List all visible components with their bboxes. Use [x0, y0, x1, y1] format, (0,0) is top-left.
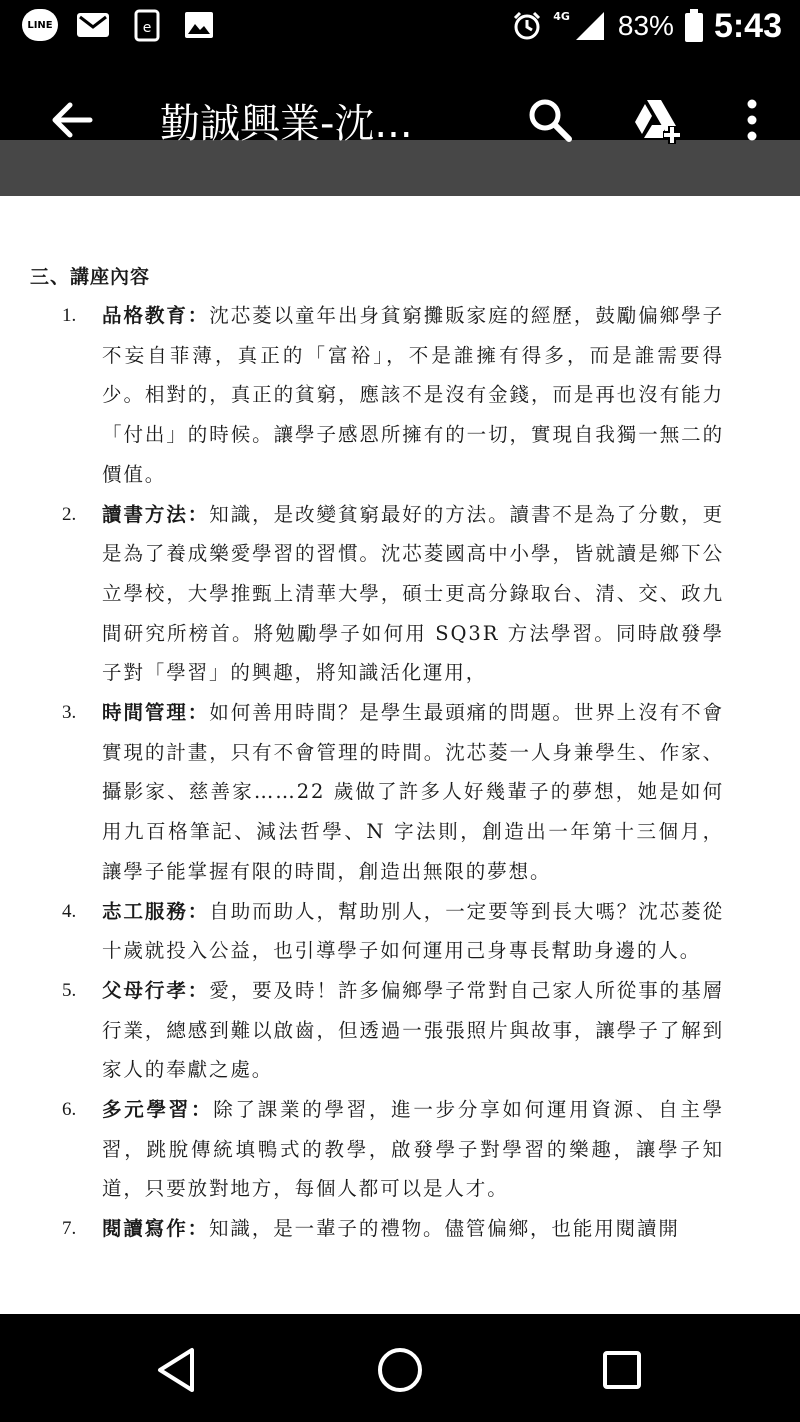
- battery-percent: 83%: [617, 10, 674, 41]
- gmail-icon: [76, 12, 110, 38]
- list-item: [0, 296, 800, 495]
- status-bar-right: [511, 6, 782, 46]
- content-list: [0, 296, 800, 1249]
- image-icon: [184, 11, 214, 39]
- section-title: 三、講座內容: [30, 266, 151, 288]
- list-item: [0, 1209, 800, 1249]
- line-app-label: LINE: [27, 19, 53, 31]
- item-body: [102, 693, 724, 892]
- back-arrow-icon[interactable]: [44, 92, 100, 148]
- more-vert-icon[interactable]: [726, 94, 778, 146]
- item-number: 4.: [62, 900, 77, 922]
- navigation-bar: [0, 1314, 800, 1422]
- item-body: [102, 892, 724, 971]
- clock: 5:43: [713, 6, 782, 45]
- item-heading: 多元學習：: [102, 1098, 214, 1122]
- signal-icon: [574, 10, 608, 42]
- alarm-icon: [511, 10, 543, 42]
- item-heading: 閱讀寫作：: [102, 1217, 210, 1241]
- list-item: [0, 495, 800, 694]
- item-body: [102, 1090, 724, 1209]
- item-text: 除了課業的學習，進一步分享如何運用資源、自主學習，跳脫傳統填鴨式的教學，啟發學子對學習的樂趣，讓學子知道，只要放對地方，每個人都可以是人才。: [102, 1098, 724, 1201]
- item-text: 自助而助人，幫助別人，一定要等到長大嗎？沈芯菱從十歲就投入公益，也引導學子如何運用己身專長幫助身邊的人。: [102, 899, 724, 963]
- item-text: 知識，是一輩子的禮物。儘管偏鄉，也能用閱讀開: [209, 1217, 680, 1241]
- line-app-icon: [22, 9, 58, 41]
- item-text: 沈芯菱以童年出身貧窮攤販家庭的經歷，鼓勵偏鄉學子不妄自菲薄，真正的「富裕」，不是誰擁有得多，而是誰需要得少。相對的，真正的貧窮，應該不是沒有金錢，而是再也沒有能力「付出」的時候。讓學子感恩所擁有的一切，實現自我獨一無二的價值。: [102, 304, 724, 486]
- item-heading: 時間管理：: [102, 701, 210, 725]
- svg-text:e: e: [142, 20, 152, 36]
- item-text: 知識，是改變貧窮最好的方法。讀書不是為了分數，更是為了養成樂愛學習的習慣。沈芯菱國高中小學，皆就讀是鄉下公立學校，大學推甄上清華大學，碩士更高分錄取台、清、交、政九間研究所榜首。將勉勵學子如何用 SQ3R 方法學習。同時啟發學子對「學習」的興趣，將知識活化運用，: [102, 502, 724, 685]
- item-number: 6.: [62, 1099, 77, 1121]
- item-heading: 父母行孝：: [102, 978, 210, 1002]
- nav-home-icon[interactable]: [372, 1342, 428, 1398]
- item-number: 1.: [62, 305, 77, 326]
- item-heading: 讀書方法：: [102, 502, 210, 526]
- item-body: [102, 296, 724, 495]
- app-bar-toolbar: [0, 52, 800, 147]
- item-body: [102, 495, 724, 694]
- list-item: [0, 693, 800, 892]
- item-number: 3.: [62, 702, 77, 724]
- status-bar: [0, 0, 800, 52]
- document-title: 勤誠興業-沈...: [160, 101, 413, 147]
- nav-recents-icon[interactable]: [594, 1342, 650, 1398]
- item-body: [102, 971, 724, 1090]
- item-number: 7.: [62, 1218, 77, 1240]
- search-icon[interactable]: [524, 94, 576, 146]
- battery-icon: [684, 9, 704, 43]
- list-item: [0, 892, 800, 971]
- item-text: 如何善用時間？是學生最頭痛的問題。世界上沒有不會實現的計畫，只有不會管理的時間。沈芯菱一人身兼學生、作家、攝影家、慈善家……22 歲做了許多人好幾輩子的夢想，她是如何用九百格筆記、減法哲學、N 字法則，創造出一年第十三個月，讓學子能掌握有限的時間，創造出無限的夢想。: [102, 701, 724, 883]
- list-item: [0, 971, 800, 1090]
- item-text: 愛，要及時！許多偏鄉學子常對自己家人所從事的基層行業，總感到難以啟齒，但透過一張張照片與故事，讓學子了解到家人的奉獻之處。: [102, 978, 724, 1082]
- clipboard-icon: [134, 8, 160, 42]
- item-heading: 品格教育：: [102, 304, 210, 327]
- item-heading: 志工服務：: [102, 899, 210, 923]
- network-type: 4G: [553, 9, 570, 23]
- item-number: 2.: [62, 503, 77, 525]
- document-viewer[interactable]: [0, 196, 800, 1314]
- nav-back-icon[interactable]: [150, 1342, 206, 1398]
- drive-add-icon[interactable]: [630, 94, 682, 146]
- list-item: [0, 1090, 800, 1209]
- item-body: [102, 1209, 724, 1249]
- item-number: 5.: [62, 979, 77, 1001]
